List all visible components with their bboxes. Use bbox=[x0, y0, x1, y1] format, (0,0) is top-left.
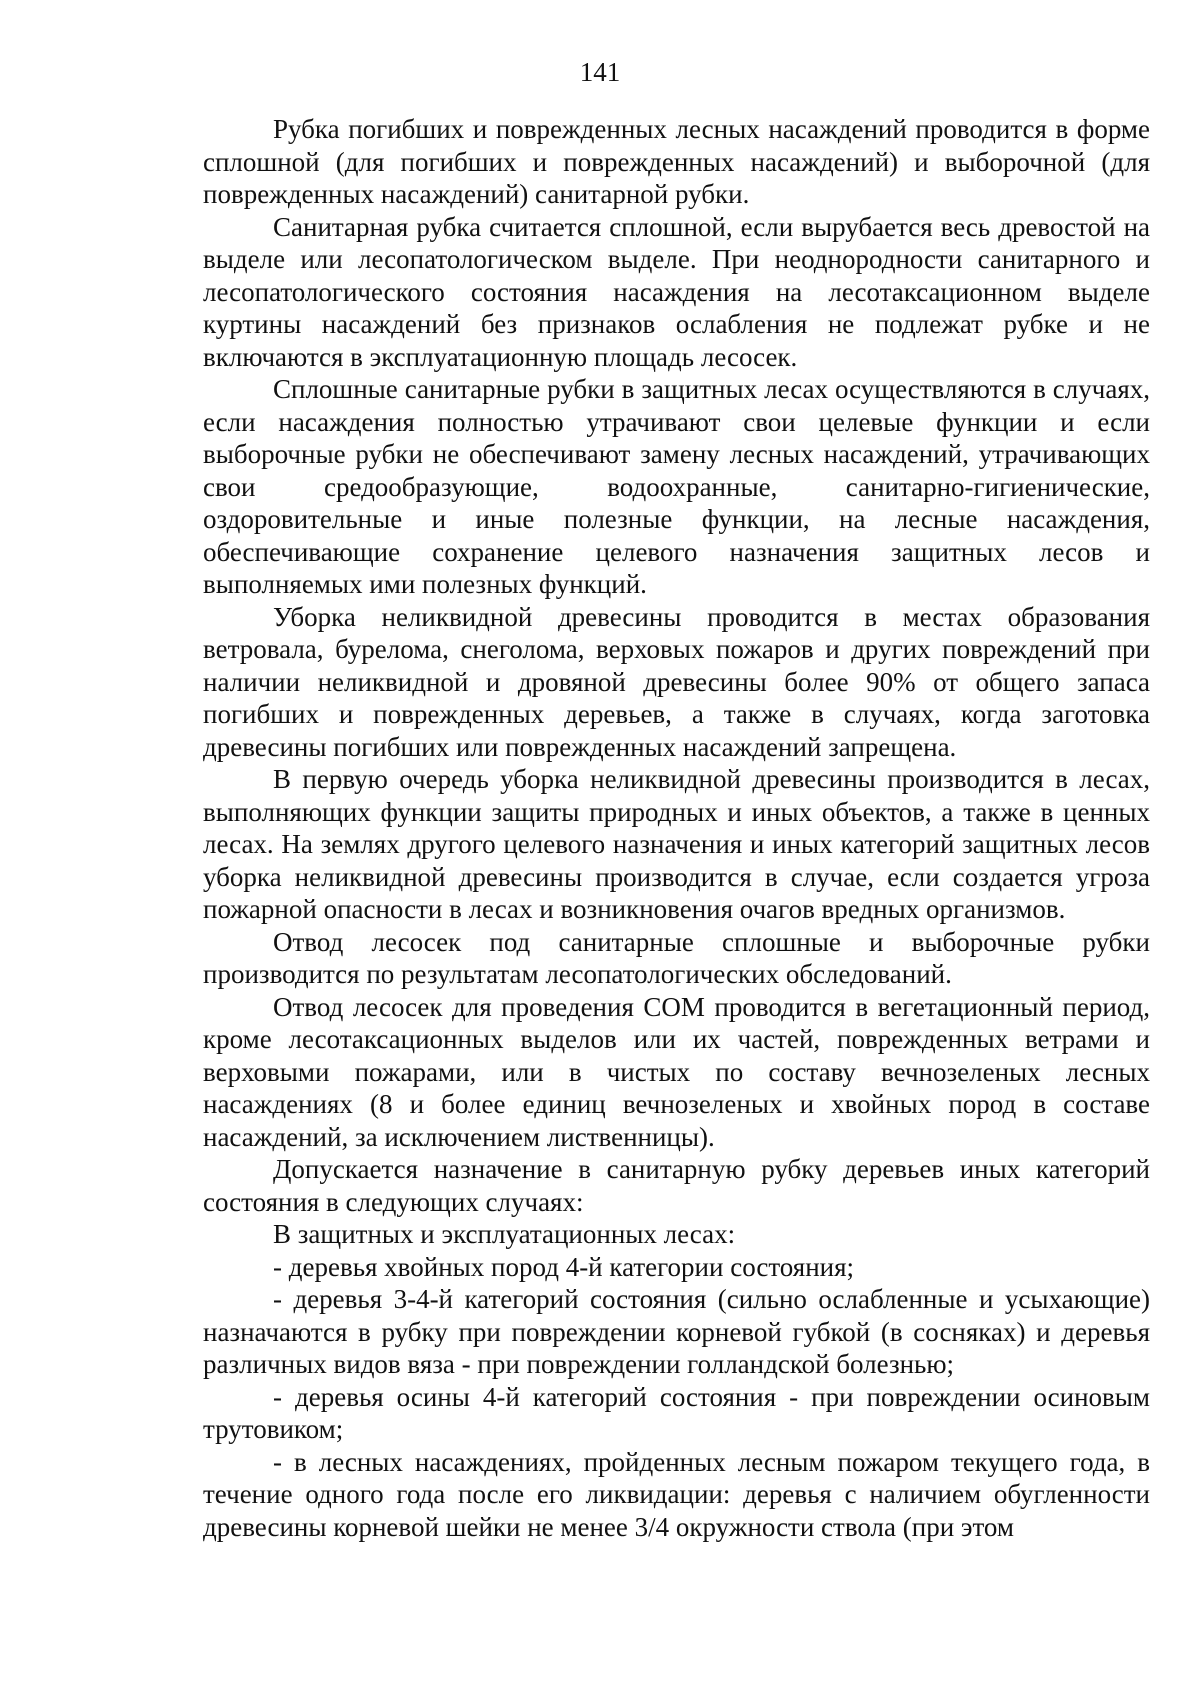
paragraph: Допускается назначение в санитарную рубку деревьев иных категорий состояния в следующих случаях: bbox=[203, 1154, 1150, 1217]
paragraph: Уборка неликвидной древесины проводится в местах образования ветровала, бурелома, снеголома, верховых пожаров и других повреждений при наличии неликвидной и дровяной древесины более 90% от общего запаса погибших и поврежденных деревьев, а также в случаях, когда заготовка древесины погибших или поврежденных насаждений запрещена. bbox=[203, 601, 1150, 762]
list-item: - деревья хвойных пород 4-й категории состояния; bbox=[273, 1251, 855, 1282]
page-number: 141 bbox=[579, 57, 621, 87]
paragraph: В защитных и эксплуатационных лесах: bbox=[273, 1219, 736, 1249]
paragraph: Отвод лесосек под санитарные сплошные и выборочные рубки производится по результатам лесопатологических обследований. bbox=[203, 926, 1150, 989]
paragraph: Санитарная рубка считается сплошной, если вырубается весь древостой на выделе или лесопатологическом выделе. При неоднородности санитарного и лесопатологического состояния насаждения на лесотаксационном выделе куртины насаждений без признаков ослабления не подлежат рубке и не включаются в эксплуатационную площадь лесосек. bbox=[203, 211, 1150, 372]
list-item: - деревья 3-4-й категорий состояния (сильно ослабленные и усыхающие) назначаются в рубку при повреждении корневой губкой (в сосняках) и деревья различных видов вяза - при повреждении голландской болезнью; bbox=[203, 1284, 1150, 1379]
list-item: - в лесных насаждениях, пройденных лесным пожаром текущего года, в течение одного года после его ликвидации: деревья с наличием обугленности древесины корневой шейки не менее 3/4 окружности ствола (при этом bbox=[203, 1446, 1150, 1542]
body-text bbox=[203, 113, 1150, 1543]
paragraph: В первую очередь уборка неликвидной древесины производится в лесах, выполняющих функции защиты природных и иных объектов, а также в ценных лесах. На землях другого целевого назначения и иных категорий защитных лесов уборка неликвидной древесины производится в случае, если создается угроза пожарной опасности в лесах и возникновения очагов вредных организмов. bbox=[203, 764, 1150, 924]
paragraph: Сплошные санитарные рубки в защитных лесах осуществляются в случаях, если насаждения полностью утрачивают свои целевые функции и если выборочные рубки не обеспечивают замену лесных насаждений, утрачивающих свои средообразующие, водоохранные, санитарно-гигиенические, оздоровительные и иные полезные функции, на лесные насаждения, обеспечивающие сохранение целевого назначения защитных лесов и выполняемых ими полезных функций. bbox=[203, 374, 1150, 599]
list-item: - деревья осины 4-й категорий состояния - при повреждении осиновым трутовиком; bbox=[203, 1381, 1150, 1444]
paragraph: Рубка погибших и поврежденных лесных насаждений проводится в форме сплошной (для погибших и поврежденных насаждений) и выборочной (для поврежденных насаждений) санитарной рубки. bbox=[203, 114, 1150, 209]
paragraph: Отвод лесосек для проведения СОМ проводится в вегетационный период, кроме лесотаксационных выделов или их частей, поврежденных ветрами и верховыми пожарами, или в чистых по составу вечнозеленых лесных насаждениях (8 и более единиц вечнозеленых и хвойных пород в составе насаждений, за исключением лиственницы). bbox=[203, 991, 1150, 1152]
